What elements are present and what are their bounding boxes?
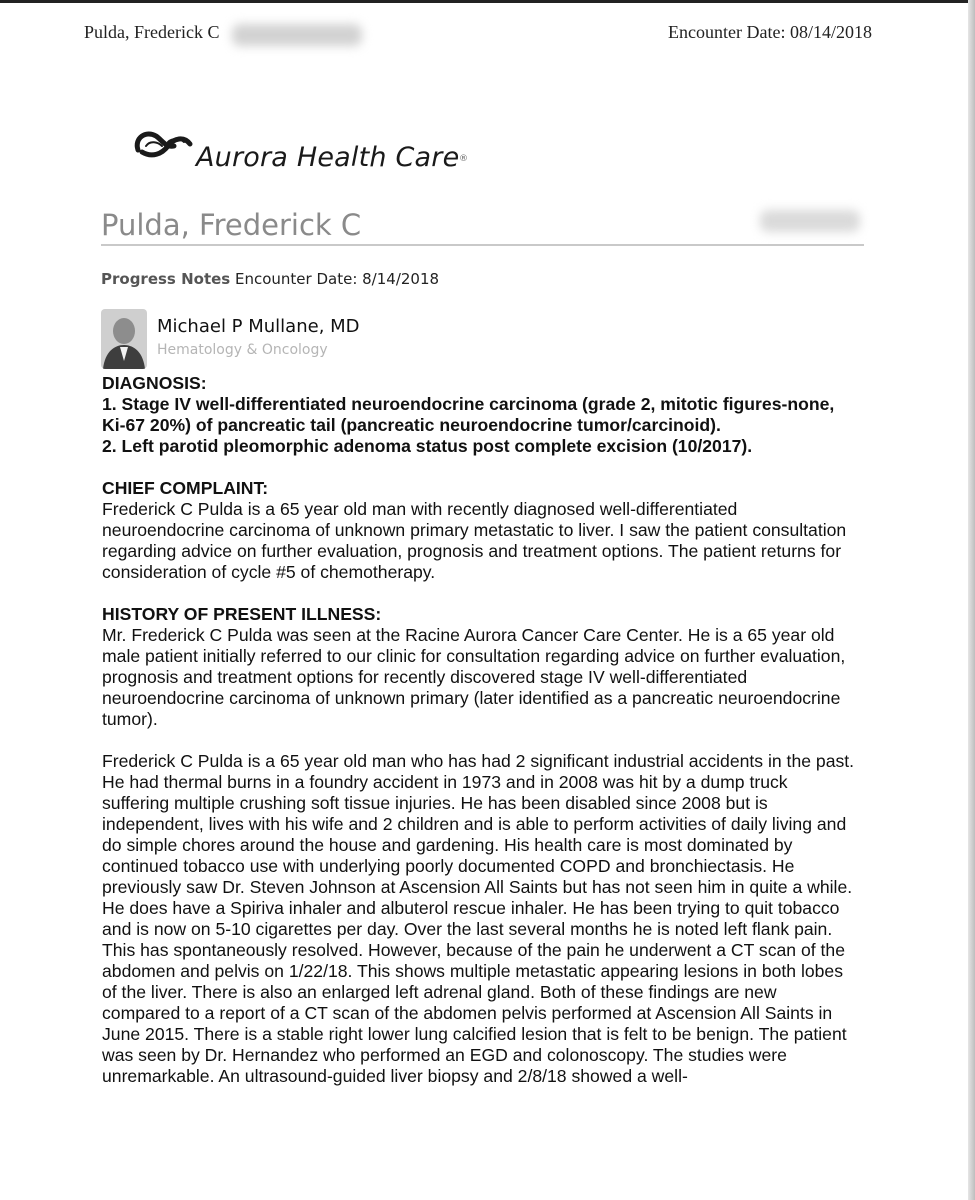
page-top-border — [0, 0, 975, 3]
provider-specialty: Hematology & Oncology — [157, 342, 328, 358]
note-body — [102, 373, 858, 1087]
chief-complaint-heading: CHIEF COMPLAINT: — [102, 478, 269, 498]
patient-name-title: Pulda, Frederick C — [101, 208, 362, 242]
note-encounter-date: Encounter Date: 8/14/2018 — [235, 270, 440, 288]
diagnosis-item: 2. Left parotid pleomorphic adenoma status post complete excision (10/2017). — [102, 436, 753, 456]
hpi-paragraph: Frederick C Pulda is a 65 year old man who has had 2 significant industrial accidents in the past. He had thermal burns in a foundry accident in 1973 and in 2008 was hit by a dump truck suffering multiple crushing soft tissue injuries. He has been disabled since 2008 but is independent, lives with his wife and 2 children and is able to perform activities of daily living and do simple chores around the house and gardening. His health care is most dominated by continued tobacco use with underlying poorly documented COPD and bronchiectasis. He previously saw Dr. Steven Johnson at Ascension All Saints but has not seen him in quite a while. He does have a Spiriva inhaler and albuterol rescue inhaler. He has been trying to quit tobacco and is now on 5-10 cigarettes per day. Over the last several months he is noted left flank pain. This has spontaneously resolved. However, because of the pain he underwent a CT scan of the abdomen and pelvis on 1/22/18. This shows multiple metastatic appearing lesions in both lobes of the liver. There is also an enlarged left adrenal gland. Both of these findings are new compared to a report of a CT scan of the abdomen pelvis performed at Ascension All Saints in June 2015. There is a stable right lower lung calcified lesion that is felt to be benign. The patient was seen by Dr. Hernandez who performed an EGD and colonoscopy. The studies were unremarkable. An ultrasound-guided liver biopsy and 2/8/18 showed a well- — [102, 751, 855, 1086]
aurora-logo-icon — [132, 120, 194, 166]
header-patient-name: Pulda, Frederick C — [84, 22, 220, 42]
chief-complaint-text: Frederick C Pulda is a 65 year old man with recently diagnosed well-differentiated neuroendocrine carcinoma of unknown primary metastatic to liver. I saw the patient consultation regarding advice on further evaluation, prognosis and treatment options. The patient returns for consideration of cycle #5 of chemotherapy. — [102, 499, 847, 582]
note-type: Progress Notes — [101, 270, 231, 288]
title-divider — [101, 244, 864, 246]
diagnosis-item: 1. Stage IV well-differentiated neuroendocrine carcinoma (grade 2, mitotic figures-none, Ki-67 20%) of pancreatic tail (pancreatic neuroendocrine tumor/carcinoid). — [102, 394, 835, 435]
logo-wordmark: Aurora Health Care — [196, 142, 460, 173]
provider-photo — [101, 309, 147, 369]
note-info — [101, 270, 439, 288]
hpi-heading: HISTORY OF PRESENT ILLNESS: — [102, 604, 382, 624]
scan-edge-shadow — [968, 0, 975, 1200]
redacted-mrn — [760, 210, 860, 232]
hpi-paragraph: Mr. Frederick C Pulda was seen at the Racine Aurora Cancer Care Center. He is a 65 year old male patient initially referred to our clinic for consultation regarding advice on further evaluation, prognosis and treatment options for recently discovered stage IV well-differentiated neuroendocrine carcinoma of unknown primary (later identified as a pancreatic neuroendocrine tumor). — [102, 625, 846, 729]
registered-mark-icon: ® — [459, 154, 468, 164]
provider-name: Michael P Mullane, MD — [157, 316, 360, 337]
header-encounter-date: Encounter Date: 08/14/2018 — [668, 22, 872, 42]
redacted-id — [232, 24, 362, 46]
diagnosis-heading: DIAGNOSIS: — [102, 373, 207, 393]
